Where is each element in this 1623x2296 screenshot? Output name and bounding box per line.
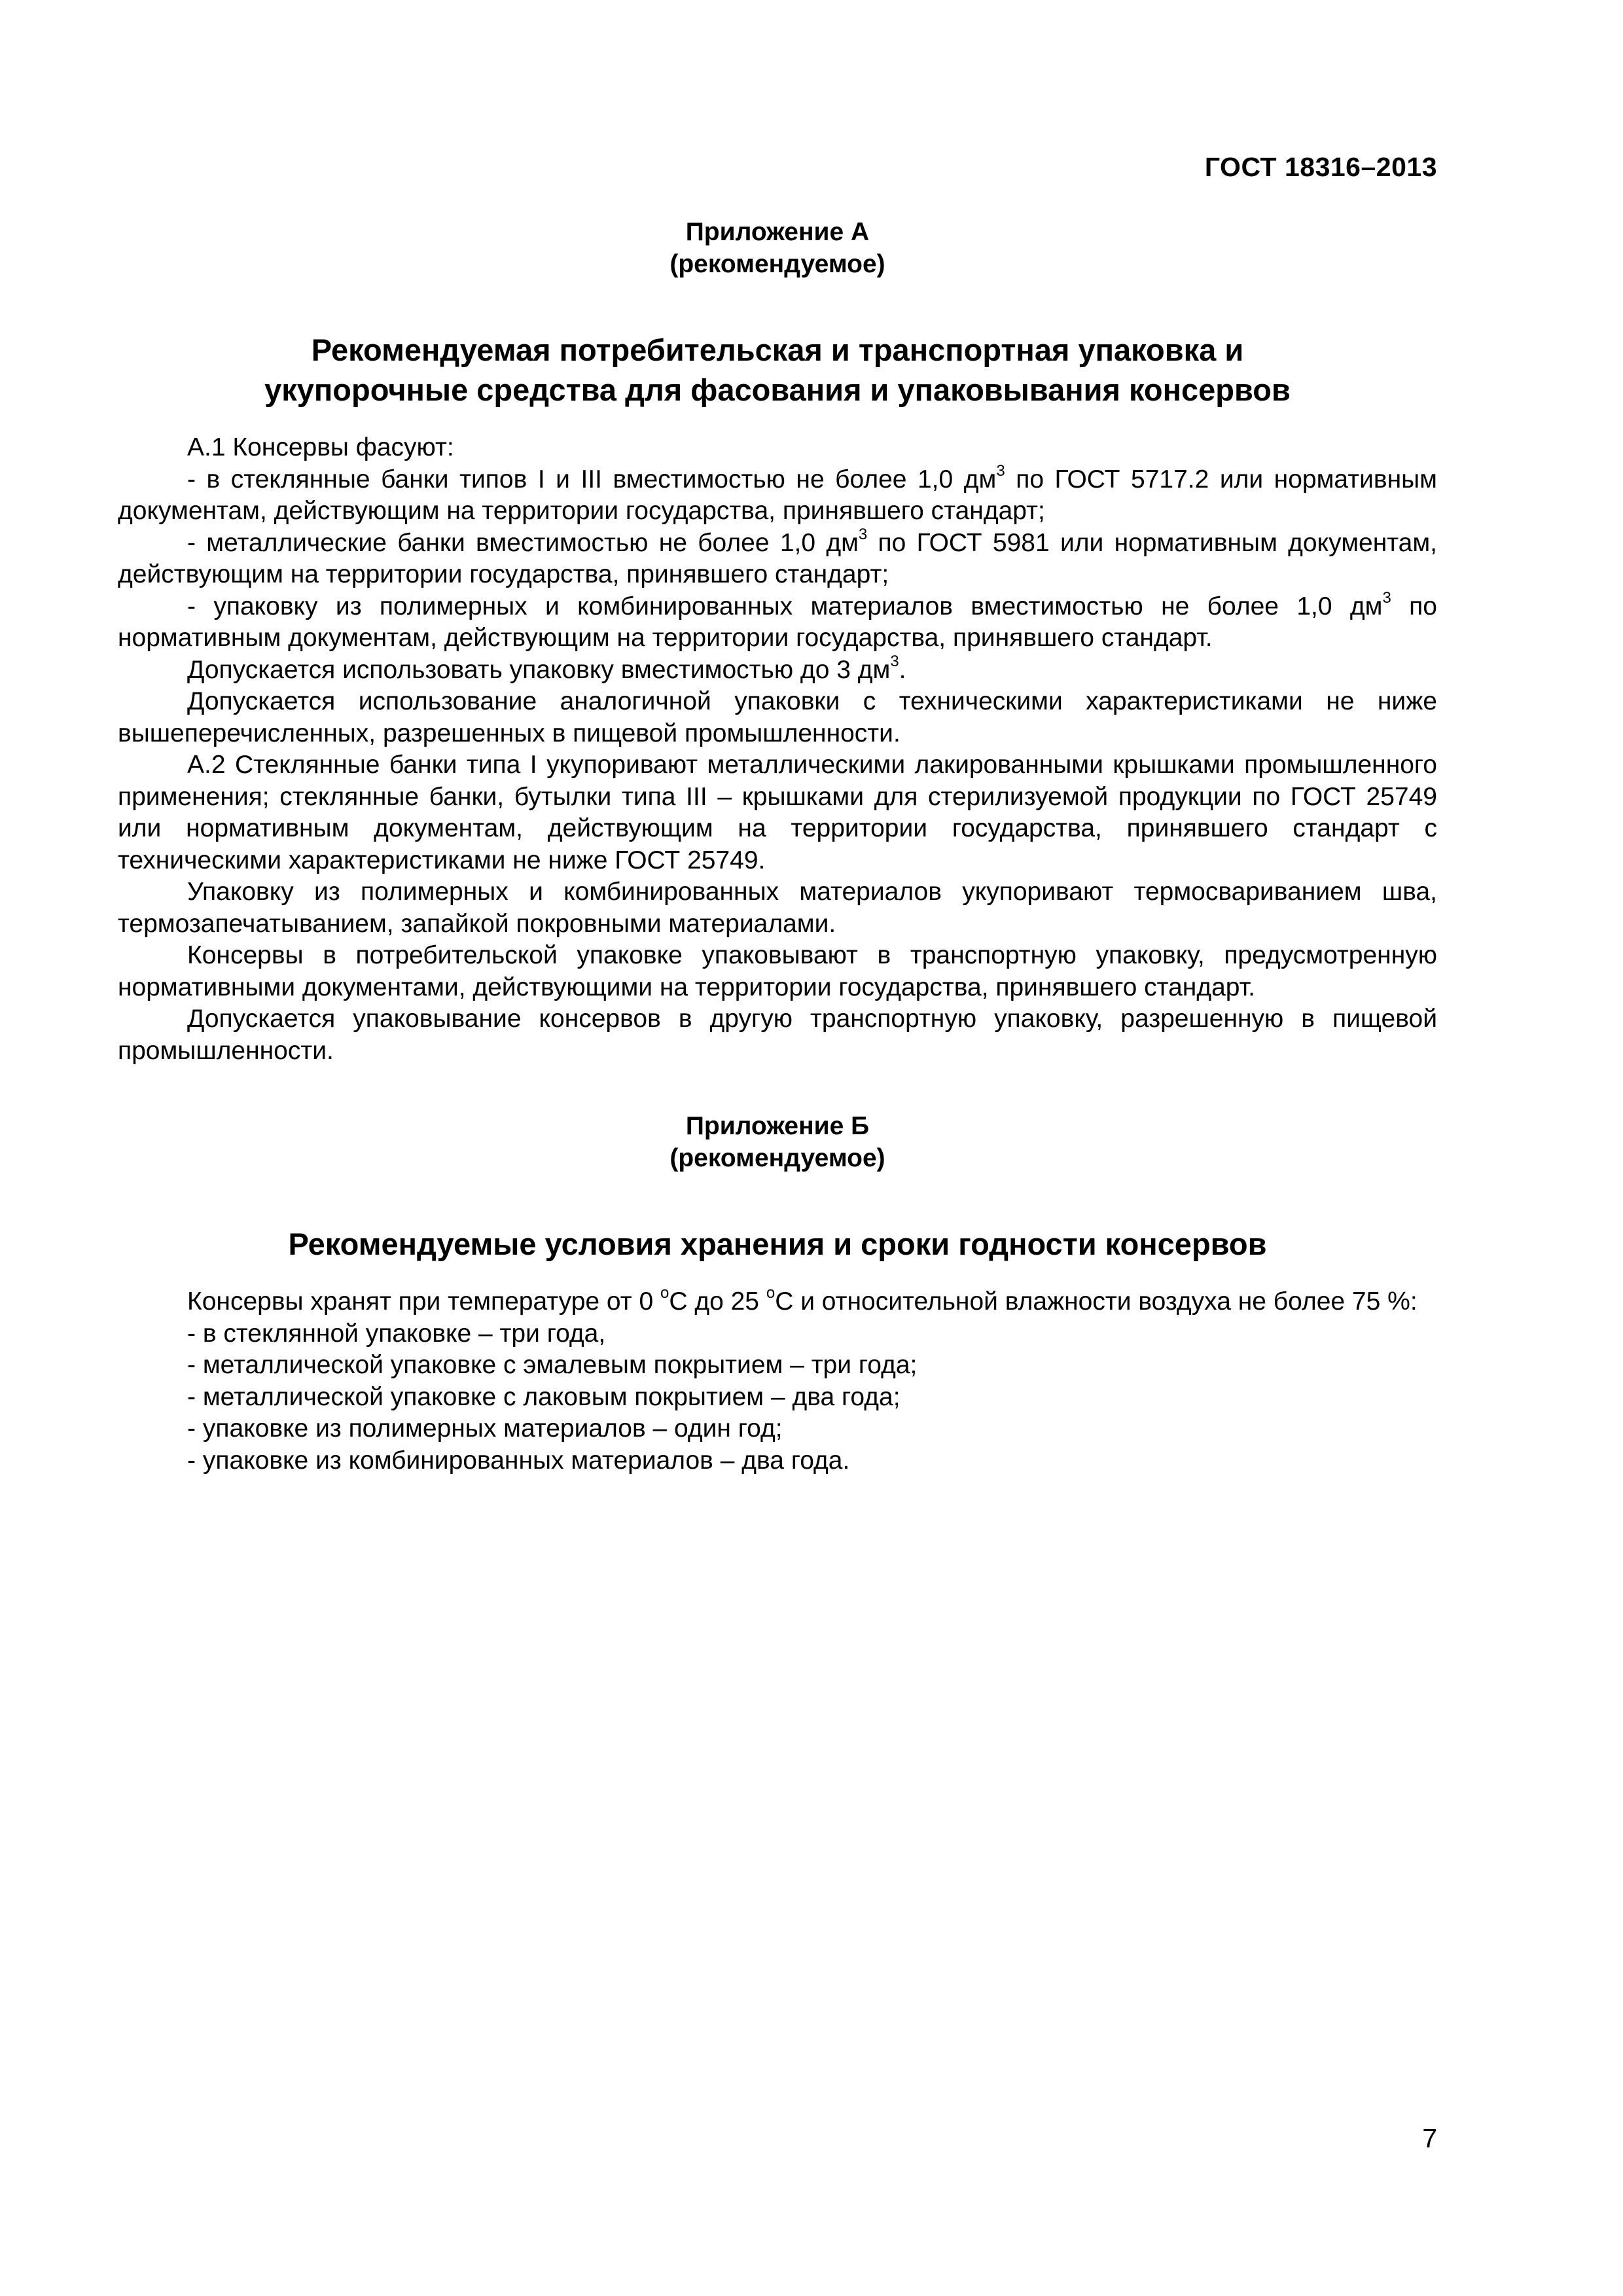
- appendix-a-title: Приложение А: [685, 218, 870, 246]
- paragraph-capacity-3dm-text-2: .: [899, 655, 906, 684]
- appendix-b: [118, 1110, 1437, 1477]
- appendix-a-status: (рекомендуемое): [669, 250, 885, 278]
- storage-conditions-text-3: С и относительной влажности воздуха не более 75 %:: [775, 1287, 1418, 1316]
- page-number: 7: [1422, 2123, 1437, 2153]
- paragraph-capacity-3dm: [118, 652, 1437, 687]
- paragraph-a1: А.1 Консервы фасуют:: [187, 433, 454, 461]
- paragraph-polymer-packaging-text-1: - упаковку из полимерных и комбинированных материалов вместимостью не более 1,0 дм: [187, 592, 1383, 620]
- shelf-life-item: - металлической упаковке с лаковым покрытием – два года;: [187, 1382, 901, 1411]
- appendix-a-heading-line-2: укупорочные средства для фасования и упаковывания консервов: [264, 372, 1291, 407]
- paragraph-glass-jars: [118, 461, 1437, 528]
- paragraph-metal-cans-text-2: по ГОСТ 5981 или нормативным документам, действующим на территории государства, принявшего стандарт;: [118, 528, 1437, 588]
- paragraph-metal-cans: [118, 525, 1437, 591]
- superscript-3: 3: [858, 525, 868, 543]
- paragraph-capacity-3dm-text-1: Допускается использовать упаковку вместимостью до 3 дм: [187, 655, 891, 684]
- degree-superscript: o: [766, 1284, 776, 1302]
- shelf-life-item: - металлической упаковке с эмалевым покрытием – три года;: [187, 1351, 918, 1379]
- paragraph-polymer-packaging: [118, 588, 1437, 655]
- shelf-life-item: - в стеклянной упаковке – три года,: [187, 1319, 606, 1348]
- appendix-a: [118, 216, 1437, 1067]
- paragraph-glass-jars-text-2: по ГОСТ 5717.2 или нормативным документам, действующим на территории государства, принявшего стандарт;: [118, 465, 1437, 525]
- degree-superscript: o: [660, 1284, 669, 1302]
- paragraph-a2: А.2 Стеклянные банки типа I укупоривают металлическими лакированными крышками промышленного применения; стеклянные банки, бутылки типа III – крышками для стерилизуемой продукции по ГОСТ 25749 или нормативным документам, действующим на территории государства, принявшего стандарт с техническими характеристиками не ниже ГОСТ 25749.: [118, 751, 1437, 874]
- superscript-3: 3: [1382, 588, 1391, 607]
- superscript-3: 3: [996, 461, 1005, 480]
- storage-conditions-text-1: Консервы хранят при температуре от 0: [187, 1287, 660, 1316]
- appendix-b-heading: Рекомендуемые условия хранения и сроки годности консервов: [288, 1227, 1267, 1261]
- appendix-b-title: Приложение Б: [685, 1112, 870, 1140]
- paragraph-metal-cans-text-1: - металлические банки вместимостью не более 1,0 дм: [187, 528, 859, 557]
- paragraph-analogous-packaging: Допускается использование аналогичной упаковки с техническими характеристиками не ниже вышеперечисленных, разрешенных в пищевой промышленности.: [118, 687, 1437, 747]
- document-code: ГОСТ 18316–2013: [1204, 152, 1437, 182]
- paragraph-polymer-packaging-text-2: по нормативным документам, действующим на территории государства, принявшего стандарт.: [118, 592, 1437, 652]
- paragraph-glass-jars-text-1: - в стеклянные банки типов I и III вместимостью не более 1,0 дм: [187, 465, 997, 493]
- shelf-life-item: - упаковке из комбинированных материалов – два года.: [187, 1446, 850, 1475]
- paragraph-storage-conditions: [118, 1286, 1437, 1318]
- page-content: [118, 216, 1437, 1477]
- paragraph-sealing: Упаковку из полимерных и комбинированных материалов укупоривают термосвариванием шва, термозапечатыванием, запайкой покровными материалами.: [118, 878, 1437, 938]
- paragraph-other-transport: Допускается упаковывание консервов в другую транспортную упаковку, разрешенную в пищевой промышленности.: [118, 1005, 1437, 1065]
- appendix-a-heading-line-1: Рекомендуемая потребительская и транспортная упаковка и: [311, 332, 1244, 367]
- storage-conditions-text-2: С до 25: [669, 1287, 766, 1316]
- appendix-b-status: (рекомендуемое): [669, 1144, 885, 1172]
- shelf-life-item: - упаковке из полимерных материалов – один год;: [187, 1414, 783, 1443]
- paragraph-transport-packaging: Консервы в потребительской упаковке упаковывают в транспортную упаковку, предусмотренную нормативными документами, действующими на территории государства, принявшего стандарт.: [118, 941, 1437, 1001]
- superscript-3: 3: [890, 652, 899, 670]
